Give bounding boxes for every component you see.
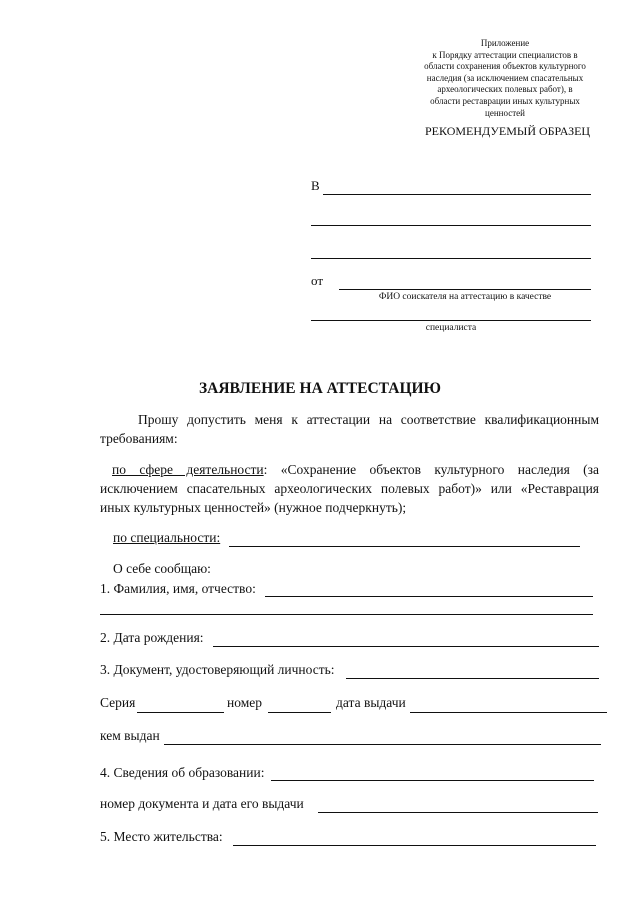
full-name-line-2[interactable]	[100, 614, 593, 615]
appendix-line: ценностей	[485, 107, 525, 118]
doc-number-date-label: номер документа и дата его выдачи	[100, 796, 304, 811]
number-label: номер	[227, 695, 263, 710]
education-line[interactable]	[271, 780, 594, 781]
sphere-paragraph	[100, 460, 599, 517]
id-document-line[interactable]	[346, 678, 599, 679]
doc-number-date-line[interactable]	[318, 812, 598, 813]
to-label: В	[311, 178, 320, 193]
residence-line[interactable]	[233, 845, 596, 846]
from-label: от	[311, 273, 324, 288]
appendix-note	[405, 38, 605, 119]
document-title: ЗАЯВЛЕНИЕ НА АТТЕСТАЦИЮ	[198, 380, 442, 397]
sphere-text: «Сохранение объектов культурного наследия (за исключением спасательных археологических полевых работ)» или «Реставрация иных культурных ценностей» (нужное подчеркнуть);	[100, 462, 599, 515]
birth-date-label: 2. Дата рождения:	[100, 630, 204, 645]
issued-by-label: кем выдан	[100, 728, 160, 743]
appendix-line: археологических полевых работ), в	[437, 84, 573, 95]
appendix-line: наследия (за исключением спасательных	[426, 72, 584, 83]
id-document-label: 3. Документ, удостоверяющий личность:	[100, 662, 335, 677]
intro-paragraph: Прошу допустить меня к аттестации на соответствие квалификационным требованиям:	[100, 412, 599, 446]
appendix-line: Приложение	[480, 38, 530, 48]
sphere-colon: :	[263, 462, 268, 477]
education-label: 4. Сведения об образовании:	[100, 765, 265, 780]
birth-date-line[interactable]	[213, 646, 599, 647]
addressee-line-2[interactable]	[311, 225, 591, 226]
addressee-line-3[interactable]	[311, 258, 591, 259]
appendix-line: области сохранения объектов культурного	[424, 61, 586, 72]
specialist-line[interactable]	[311, 320, 591, 321]
series-label: Серия	[100, 695, 136, 710]
addressee-line-1[interactable]	[323, 194, 591, 195]
series-line[interactable]	[137, 712, 224, 713]
residence-label: 5. Место жительства:	[100, 829, 223, 844]
specialty-label: по специальности:	[113, 530, 221, 545]
sample-label: РЕКОМЕНДУЕМЫЙ ОБРАЗЕЦ	[425, 124, 591, 138]
issued-by-line[interactable]	[164, 744, 601, 745]
full-name-line-1[interactable]	[265, 596, 593, 597]
full-name-label: 1. Фамилия, имя, отчество:	[100, 581, 256, 596]
applicant-caption: ФИО соискателя на аттестацию в качестве	[378, 292, 552, 302]
number-line[interactable]	[268, 712, 331, 713]
appendix-line: области реставрации иных культурных	[430, 95, 580, 106]
issue-date-label: дата выдачи	[336, 695, 406, 710]
about-label: О себе сообщаю:	[113, 561, 211, 576]
applicant-name-line[interactable]	[339, 289, 591, 290]
sphere-label: по сфере деятельности	[112, 462, 264, 477]
issue-date-line[interactable]	[410, 712, 607, 713]
specialist-caption: специалиста	[425, 323, 477, 333]
specialty-line[interactable]	[229, 546, 580, 547]
appendix-line: к Порядку аттестации специалистов в	[432, 49, 578, 60]
